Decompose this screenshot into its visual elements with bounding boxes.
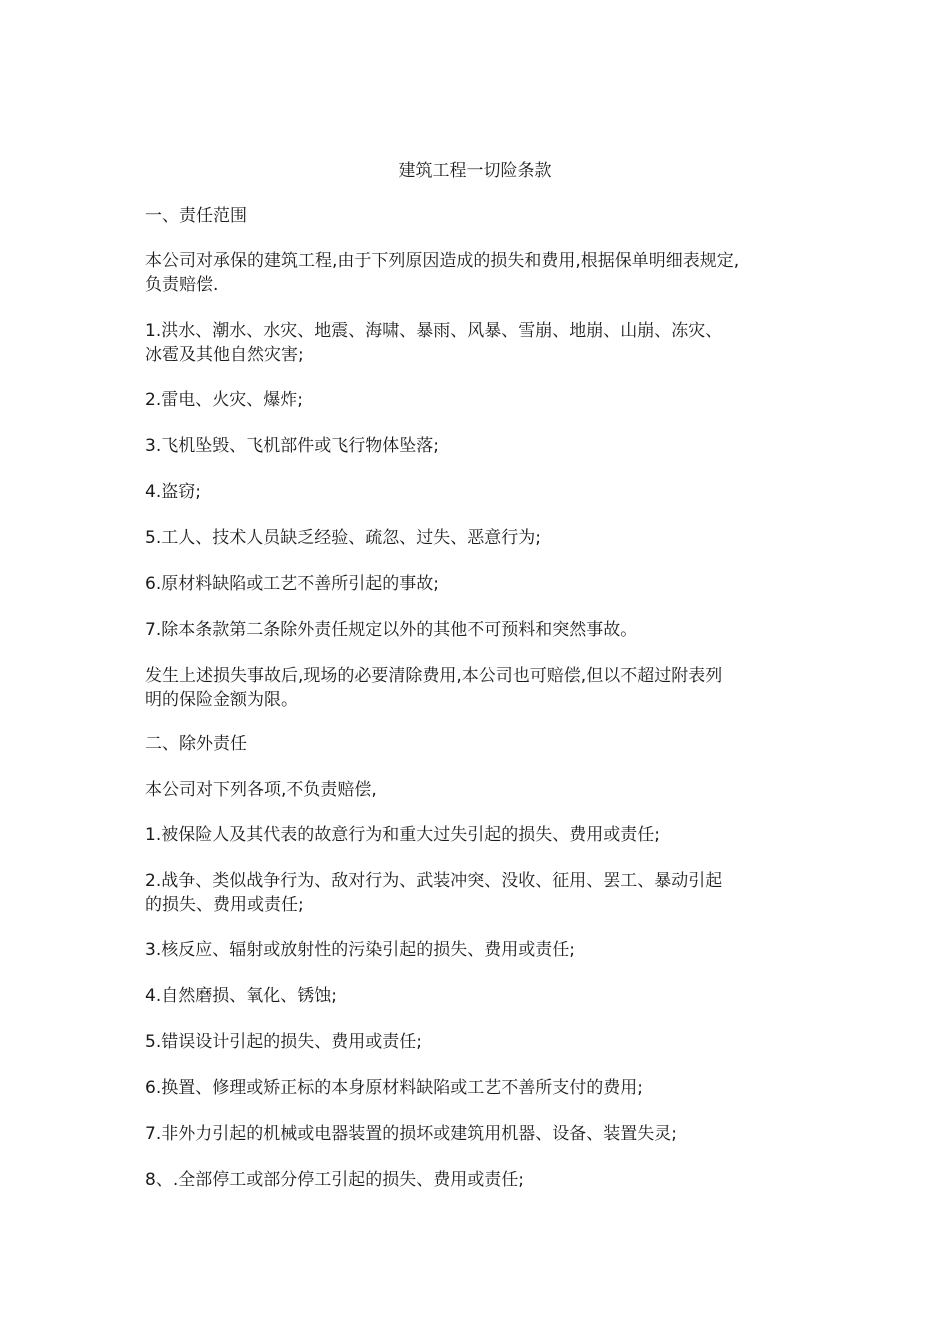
section2-item-1-line-1: 1.被保险人及其代表的故意行为和重大过失引起的损失、费用或责任;	[145, 825, 660, 845]
section2-heading: 二、除外责任	[145, 734, 247, 754]
section1-item-5-line-1: 5.工人、技术人员缺乏经验、疏忽、过失、恶意行为;	[145, 528, 541, 548]
section2-item-4	[145, 984, 815, 1008]
section2-item-7-line-1: 7.非外力引起的机械或电器装置的损坏或建筑用机器、设备、装置失灵;	[145, 1124, 677, 1144]
section1-item-6-line-1: 6.原材料缺陷或工艺不善所引起的事故;	[145, 574, 439, 594]
section1-intro-line-2: 负责赔偿.	[145, 275, 219, 295]
section1-heading: 一、责任范围	[145, 206, 247, 226]
section1-item-4	[145, 480, 815, 504]
section2-item-8-line-1: 8、.全部停工或部分停工引起的损失、费用或责任;	[145, 1170, 524, 1190]
section2-item-5	[145, 1030, 815, 1054]
section1-item-7-line-1: 7.除本条款第二条除外责任规定以外的其他不可预料和突然事故。	[145, 620, 638, 640]
section2-item-2-line-1: 2.战争、类似战争行为、敌对行为、武装冲突、没收、征用、罢工、暴动引起	[145, 871, 723, 891]
section1-item-7	[145, 618, 815, 642]
section1-intro-line-1: 本公司对承保的建筑工程,由于下列原因造成的损失和费用,根据保单明细表规定,	[145, 251, 740, 271]
section2-item-5-line-1: 5.错误设计引起的损失、费用或责任;	[145, 1032, 422, 1052]
section2-item-2	[145, 869, 815, 917]
section1-closing-line-1: 发生上述损失事故后,现场的必要清除费用,本公司也可赔偿,但以不超过附表列	[145, 666, 723, 686]
section2-intro	[145, 778, 815, 802]
section1-item-1-line-2: 冰雹及其他自然灾害;	[145, 345, 304, 365]
section1-closing-line-2: 明的保险金额为限。	[145, 690, 298, 710]
section2-item-8	[145, 1168, 815, 1192]
section1-item-3-line-1: 3.飞机坠毁、飞机部件或飞行物体坠落;	[145, 436, 439, 456]
section1-item-6	[145, 572, 815, 596]
section1-item-2	[145, 388, 815, 412]
section2-item-6	[145, 1076, 815, 1100]
document-title: 建筑工程一切险条款	[398, 161, 552, 181]
section2-item-1	[145, 823, 815, 847]
section2-item-2-line-2: 的损失、费用或责任;	[145, 895, 304, 915]
section2-item-3	[145, 938, 815, 962]
section1-item-1-line-1: 1.洪水、潮水、水灾、地震、海啸、暴雨、风暴、雪崩、地崩、山崩、冻灾、	[145, 321, 723, 341]
section1-item-3	[145, 434, 815, 458]
section1-intro	[145, 249, 815, 297]
section2-intro-line-1: 本公司对下列各项,不负责赔偿,	[145, 780, 377, 800]
section2-item-6-line-1: 6.换置、修理或矫正标的本身原材料缺陷或工艺不善所支付的费用;	[145, 1078, 643, 1098]
section1-item-4-line-1: 4.盗窃;	[145, 482, 201, 502]
section1-closing	[145, 664, 815, 712]
section2-item-4-line-1: 4.自然磨损、氧化、锈蚀;	[145, 986, 337, 1006]
section1-item-2-line-1: 2.雷电、火灾、爆炸;	[145, 390, 303, 410]
section1-item-5	[145, 526, 815, 550]
section2-item-7	[145, 1122, 815, 1146]
section2-item-3-line-1: 3.核反应、辐射或放射性的污染引起的损失、费用或责任;	[145, 940, 575, 960]
section1-item-1	[145, 319, 815, 367]
